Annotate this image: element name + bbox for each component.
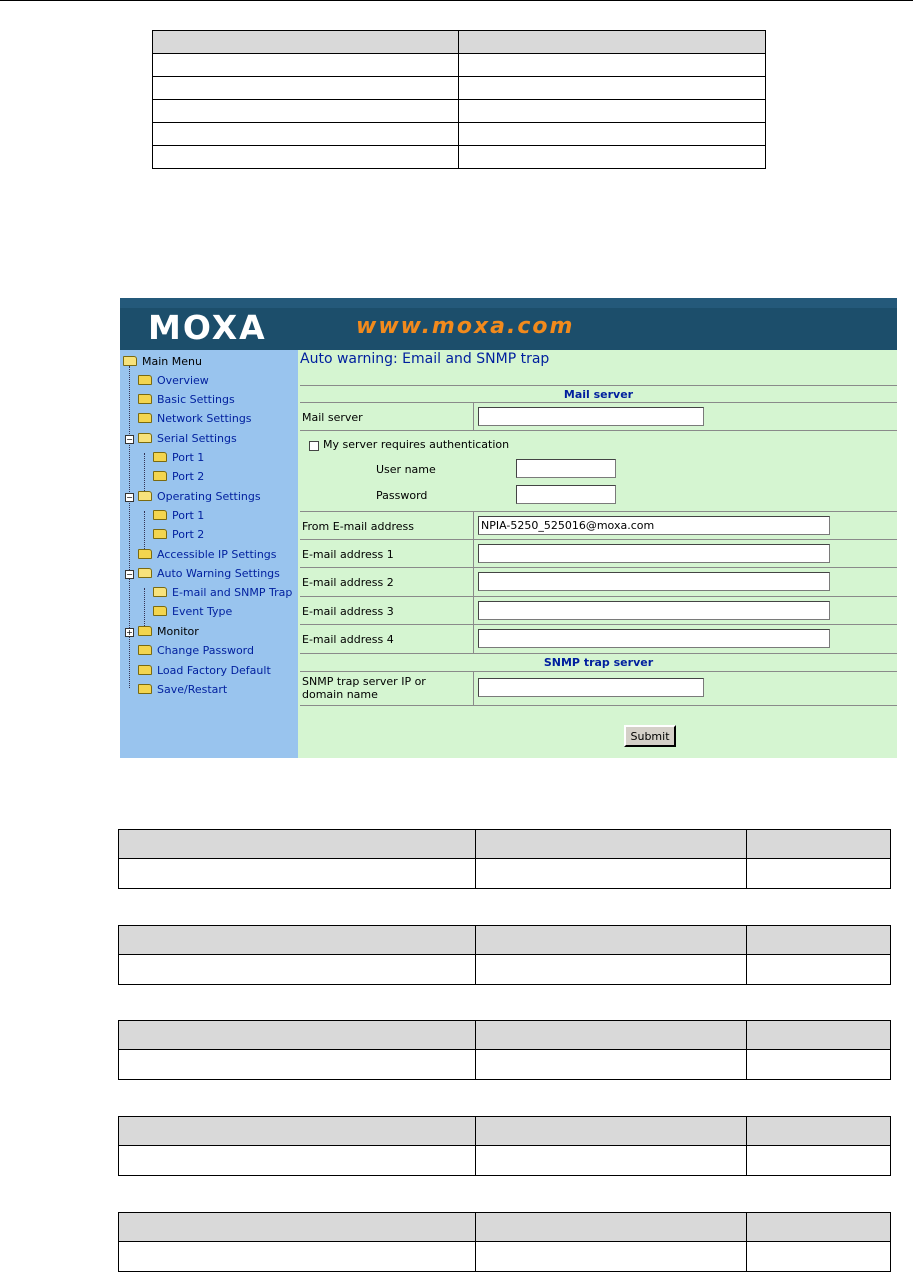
sidebar-item-label: Event Type — [172, 605, 233, 618]
table-row — [119, 1146, 891, 1176]
sidebar-item-overview[interactable] — [138, 372, 209, 390]
column-divider — [473, 402, 474, 430]
table-cell — [119, 1242, 476, 1272]
email-address-1-label: E-mail address 1 — [302, 548, 394, 561]
table-cell — [476, 1146, 747, 1176]
main-content — [298, 350, 897, 758]
folder-icon — [138, 549, 152, 559]
folder-icon — [153, 606, 167, 616]
folder-open-icon — [138, 433, 152, 443]
tree-line — [144, 588, 145, 626]
table-cell — [476, 955, 747, 985]
table-cell — [476, 830, 747, 859]
table-cell — [153, 123, 459, 146]
folder-icon — [153, 471, 167, 481]
table-cell — [747, 926, 891, 955]
table-row — [119, 1213, 891, 1242]
divider — [300, 671, 897, 672]
folder-icon — [153, 510, 167, 520]
document-table-1 — [118, 829, 891, 889]
table-cell — [747, 1242, 891, 1272]
banner — [120, 298, 897, 350]
sidebar-item-serial-settings[interactable] — [138, 430, 237, 448]
banner-stripe — [120, 298, 897, 308]
snmp-server-label-line2: domain name — [302, 688, 378, 701]
snmp-section-header: SNMP trap server — [543, 656, 654, 669]
divider — [300, 624, 897, 625]
sidebar-item-label: Port 2 — [172, 528, 205, 541]
snmp-server-input[interactable] — [478, 678, 704, 697]
sidebar-item-label: Load Factory Default — [157, 664, 271, 677]
sidebar-item-main-menu[interactable] — [123, 353, 202, 371]
sidebar-item-label: Network Settings — [157, 412, 252, 425]
table-row — [153, 123, 766, 146]
table-cell — [747, 1050, 891, 1080]
password-input[interactable] — [516, 485, 616, 504]
sidebar-item-save-restart[interactable] — [138, 681, 227, 699]
table-cell — [476, 1117, 747, 1146]
sidebar-item-event-type[interactable] — [153, 603, 232, 621]
page-title: Auto warning: Email and SNMP trap — [300, 351, 550, 367]
table-cell — [119, 859, 476, 889]
table-cell — [119, 1117, 476, 1146]
table-cell — [119, 830, 476, 859]
table-row — [119, 1242, 891, 1272]
sidebar-item-label: Serial Settings — [157, 432, 237, 445]
table-row — [153, 54, 766, 77]
divider — [300, 511, 897, 512]
folder-icon — [138, 665, 152, 675]
table-cell — [476, 1213, 747, 1242]
sidebar-item-label: Port 1 — [172, 451, 205, 464]
sidebar-item-monitor[interactable] — [138, 623, 199, 641]
table-cell — [747, 859, 891, 889]
table-cell — [747, 1213, 891, 1242]
table-cell — [476, 1242, 747, 1272]
table-row — [119, 1050, 891, 1080]
expand-icon[interactable]: + — [126, 628, 133, 637]
page-top-rule — [0, 0, 913, 1]
table-row — [119, 926, 891, 955]
divider — [300, 402, 897, 403]
folder-icon — [153, 452, 167, 462]
table-cell — [747, 955, 891, 985]
divider — [300, 653, 897, 654]
sidebar-item-serial-port-1[interactable] — [153, 449, 204, 467]
folder-icon — [153, 529, 167, 539]
sidebar-item-auto-warning-settings[interactable] — [138, 565, 280, 583]
table-cell — [747, 1146, 891, 1176]
sidebar-item-label: Basic Settings — [157, 393, 235, 406]
table-row — [119, 955, 891, 985]
sidebar-item-email-snmp-trap[interactable] — [153, 584, 292, 602]
table-cell — [459, 77, 766, 100]
collapse-icon[interactable]: − — [126, 570, 133, 579]
column-divider — [473, 511, 474, 653]
folder-icon — [138, 684, 152, 694]
sidebar-item-change-password[interactable] — [138, 642, 254, 660]
folder-icon — [138, 394, 152, 404]
table-cell — [459, 54, 766, 77]
user-name-label: User name — [376, 463, 436, 476]
mail-server-section-header: Mail server — [563, 388, 634, 401]
table-cell — [476, 859, 747, 889]
moxa-logo: MOXA — [148, 308, 267, 347]
web-console-screenshot — [120, 298, 897, 758]
folder-open-icon — [138, 568, 152, 578]
site-url[interactable]: www.moxa.com — [356, 314, 575, 339]
sidebar-item-label: Change Password — [157, 644, 254, 657]
tree-line — [144, 453, 145, 491]
table-cell — [153, 146, 459, 169]
tree-line — [129, 366, 130, 688]
table-cell — [153, 77, 459, 100]
email-address-3-input[interactable] — [478, 601, 830, 620]
table-cell — [476, 1021, 747, 1050]
sidebar-item-label: Overview — [157, 374, 209, 387]
table-cell — [153, 100, 459, 123]
document-table-2 — [118, 925, 891, 985]
divider — [300, 596, 897, 597]
table-cell — [153, 54, 459, 77]
divider — [300, 430, 897, 431]
table-cell — [747, 830, 891, 859]
submit-button[interactable]: Submit — [624, 725, 676, 747]
snmp-server-label-line1: SNMP trap server IP or — [302, 675, 426, 688]
divider — [300, 385, 897, 386]
document-table-3 — [118, 1020, 891, 1080]
folder-open-icon — [138, 491, 152, 501]
email-address-4-label: E-mail address 4 — [302, 633, 394, 646]
table-cell — [476, 1050, 747, 1080]
table-row — [119, 1021, 891, 1050]
tree-line — [144, 511, 145, 549]
mail-server-label: Mail server — [302, 411, 363, 424]
table-cell — [747, 1021, 891, 1050]
sidebar-item-operating-port-2[interactable] — [153, 526, 204, 544]
folder-icon — [138, 626, 152, 636]
sidebar-item-label: E-mail and SNMP Trap — [172, 586, 293, 599]
sidebar-menu — [120, 350, 298, 758]
auth-checkbox[interactable] — [309, 441, 319, 451]
email-address-1-input[interactable] — [478, 544, 830, 563]
table-cell — [119, 955, 476, 985]
sidebar-item-serial-port-2[interactable] — [153, 468, 204, 486]
table-cell — [459, 146, 766, 169]
from-email-label: From E-mail address — [302, 520, 414, 533]
from-email-input[interactable] — [478, 516, 830, 535]
sidebar-item-label: Accessible IP Settings — [157, 548, 277, 561]
sidebar-item-label: Auto Warning Settings — [157, 567, 280, 580]
mail-server-input[interactable] — [478, 407, 704, 426]
table-cell — [476, 926, 747, 955]
folder-icon — [138, 413, 152, 423]
sidebar-item-label: Port 1 — [172, 509, 205, 522]
sidebar-item-basic-settings[interactable] — [138, 391, 235, 409]
sidebar-item-network-settings[interactable] — [138, 410, 252, 428]
sidebar-item-load-factory-default[interactable] — [138, 662, 271, 680]
email-address-2-input[interactable] — [478, 572, 830, 591]
table-cell — [119, 1021, 476, 1050]
sidebar-item-label: Port 2 — [172, 470, 205, 483]
divider — [300, 705, 897, 706]
password-label: Password — [376, 489, 428, 502]
table-cell — [119, 926, 476, 955]
divider — [300, 567, 897, 568]
user-name-input[interactable] — [516, 459, 616, 478]
sidebar-item-accessible-ip-settings[interactable] — [138, 546, 277, 564]
top-document-table — [152, 30, 766, 169]
table-row — [119, 859, 891, 889]
table-cell — [119, 1146, 476, 1176]
sidebar-item-label: Operating Settings — [157, 490, 261, 503]
email-address-4-input[interactable] — [478, 629, 830, 648]
sidebar-item-operating-port-1[interactable] — [153, 507, 204, 525]
divider — [300, 539, 897, 540]
table-cell — [459, 31, 766, 54]
table-row — [153, 77, 766, 100]
sidebar-item-label: Save/Restart — [157, 683, 228, 696]
table-row — [153, 100, 766, 123]
collapse-icon[interactable]: − — [126, 493, 133, 502]
email-address-3-label: E-mail address 3 — [302, 605, 394, 618]
document-table-4 — [118, 1116, 891, 1176]
collapse-icon[interactable]: − — [126, 435, 133, 444]
folder-open-icon — [123, 356, 137, 366]
table-cell — [119, 1050, 476, 1080]
table-row — [119, 1117, 891, 1146]
folder-icon — [138, 645, 152, 655]
table-row — [153, 146, 766, 169]
column-divider — [473, 671, 474, 705]
sidebar-item-operating-settings[interactable] — [138, 488, 261, 506]
table-cell — [459, 100, 766, 123]
email-address-2-label: E-mail address 2 — [302, 576, 394, 589]
auth-label: My server requires authentication — [323, 438, 510, 451]
folder-open-icon — [153, 587, 167, 597]
sidebar-item-label: Main Menu — [142, 355, 202, 368]
table-cell — [153, 31, 459, 54]
table-row — [153, 31, 766, 54]
table-cell — [747, 1117, 891, 1146]
table-cell — [119, 1213, 476, 1242]
sidebar-item-label: Monitor — [157, 625, 199, 638]
folder-icon — [138, 375, 152, 385]
document-table-5 — [118, 1212, 891, 1272]
table-cell — [459, 123, 766, 146]
table-row — [119, 830, 891, 859]
